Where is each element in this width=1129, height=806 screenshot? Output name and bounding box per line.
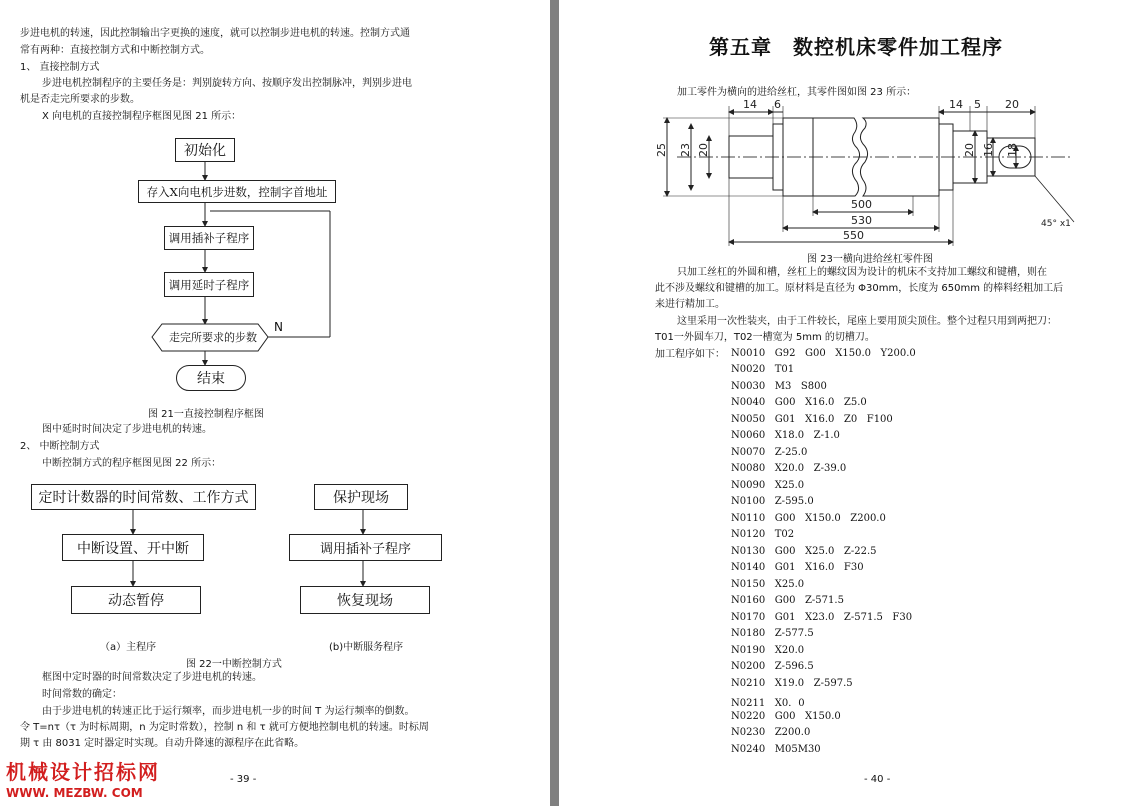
flow-isr-box-3: 恢复现场 <box>300 586 430 614</box>
flowchart-21-connectors <box>0 0 550 806</box>
page-number: - 39 - <box>230 774 257 785</box>
section-heading: 1、 直接控制方式 <box>20 62 100 73</box>
figure-21-caption: 图 21一直接控制程序框图 <box>148 409 264 420</box>
flow-no-label: N <box>274 320 283 334</box>
flow-decision-label: 走完所要求的步数 <box>169 331 257 344</box>
text-line: 框图中定时器的时间常数决定了步进电机的转速。 <box>42 672 262 683</box>
text-line: 步进电机控制程序的主要任务是：判别旋转方向、按顺序发出控制脉冲，判别步进电 <box>42 78 412 89</box>
text-line: 图中延时时间决定了步进电机的转速。 <box>42 424 212 435</box>
dim-right-16: 16 <box>982 143 995 157</box>
dim-top-14-right: 14 <box>949 98 963 111</box>
page-number: - 40 - <box>864 774 891 785</box>
program-line: N0060 X18.0 Z-1.0 <box>731 430 840 441</box>
program-line: N0180 Z-577.5 <box>731 628 814 639</box>
program-line: N0050 G01 X16.0 Z0 F100 <box>731 414 893 425</box>
program-line: N0190 X20.0 <box>731 645 805 656</box>
text-line: 此不涉及螺纹和键槽的加工。原材料是直径为 Φ30mm，长度为 650mm 的棒料经粗加工后 <box>655 283 1064 294</box>
flow-end-box: 结束 <box>176 365 246 391</box>
text-line: 加工零件为横向的进给丝杠，其零件图如图 23 所示： <box>677 87 917 98</box>
dim-bottom-530: 530 <box>851 214 872 227</box>
program-line: N0130 G00 X25.0 Z-22.5 <box>731 546 877 557</box>
text-line: 来进行精加工。 <box>655 299 725 310</box>
program-line: N0110 G00 X150.0 Z200.0 <box>731 513 886 524</box>
text-line: 期 τ 由 8031 定时器定时实现。自动升降速的源程序在此省略。 <box>20 738 305 749</box>
program-line: N0210 X19.0 Z-597.5 <box>731 678 853 689</box>
text-line: 只加工丝杠的外圆和槽，丝杠上的螺纹因为设计的机床不支持加工螺纹和键槽，则在 <box>677 267 1047 278</box>
flow-isr-box-1: 保护现场 <box>314 484 408 510</box>
section-heading: 2、 中断控制方式 <box>20 441 100 452</box>
flow-main-box-1: 定时计数器的时间常数、工作方式 <box>31 484 256 510</box>
program-line: N0040 G00 X16.0 Z5.0 <box>731 397 867 408</box>
dim-bottom-550: 550 <box>843 229 864 242</box>
program-line: N0220 G00 X150.0 <box>731 711 841 722</box>
program-line: N0150 X25.0 <box>731 579 805 590</box>
dim-top-14-left: 14 <box>743 98 757 111</box>
dim-chamfer: 45° x1 <box>1041 219 1071 229</box>
flow-isr-caption: (b)中断服务程序 <box>329 642 404 653</box>
text-line: 步进电机的转速，因此控制输出字更换的速度，就可以控制步进电机的转速。控制方式通 <box>20 28 410 39</box>
dim-top-5: 5 <box>974 98 981 111</box>
flow-isr-box-2: 调用插补子程序 <box>289 534 442 561</box>
dim-right-20: 20 <box>963 143 976 157</box>
text-line: X 向电机的直接控制程序框图见图 21 所示： <box>42 111 242 122</box>
program-line: N0240 M05M30 <box>731 744 821 755</box>
program-line: N0160 G00 Z-571.5 <box>731 595 844 606</box>
program-label: 加工程序如下： <box>655 349 725 360</box>
right-page <box>559 0 1129 806</box>
program-line: N0020 T01 <box>731 364 795 375</box>
dim-bottom-500: 500 <box>851 198 872 211</box>
text-line: 令 T=nτ（τ 为时标周期，n 为定时常数），控制 n 和 τ 就可方便地控制电机的转速。时标周 <box>20 722 429 733</box>
dim-right-18: 18 <box>1006 143 1019 157</box>
text-line: T01一外圆车刀，T02一槽宽为 5mm 的切槽刀。 <box>655 332 875 343</box>
text-line: 中断控制方式的程序框图见图 22 所示： <box>42 458 222 469</box>
flow-main-box-2: 中断设置、开中断 <box>62 534 204 561</box>
text-line: 这里采用一次性装夹，由于工件较长，尾座上要用顶尖顶住。整个过程只用到两把刀： <box>677 316 1057 327</box>
program-line: N0090 X25.0 <box>731 480 805 491</box>
flow-init-box: 初始化 <box>175 138 235 162</box>
flow-main-caption: （a）主程序 <box>100 642 157 653</box>
program-line: N0230 Z200.0 <box>731 727 811 738</box>
dim-left-20: 20 <box>697 143 710 157</box>
flow-store-box: 存入X向电机步进数，控制字首地址 <box>138 180 336 203</box>
text-line: 常有两种：直接控制方式和中断控制方式。 <box>20 45 210 56</box>
program-line: N0120 T02 <box>731 529 795 540</box>
program-line: N0100 Z-595.0 <box>731 496 814 507</box>
program-line: N0170 G01 X23.0 Z-571.5 F30 <box>731 612 913 623</box>
watermark-logo <box>6 756 160 800</box>
dim-left-25: 25 <box>655 143 668 157</box>
program-line: N0010 G92 G00 X150.0 Y200.0 <box>731 348 916 359</box>
text-line: 机是否走完所要求的步数。 <box>20 94 140 105</box>
program-line: N0211 X0．0 <box>731 698 805 709</box>
text-line: 时间常数的确定： <box>42 689 122 700</box>
flow-delay-box: 调用延时子程序 <box>164 272 254 297</box>
program-line: N0070 Z-25.0 <box>731 447 808 458</box>
watermark-url: WWW. MEZBW. COM <box>6 786 143 800</box>
program-line: N0080 X20.0 Z-39.0 <box>731 463 847 474</box>
chapter-title: 第五章 数控机床零件加工程序 <box>709 35 1003 59</box>
figure-23-caption: 图 23一横向进给丝杠零件图 <box>807 254 933 265</box>
flow-main-box-3: 动态暂停 <box>71 586 201 614</box>
watermark-text: 机械设计招标网 <box>6 760 160 784</box>
text-line: 由于步进电机的转速正比于运行频率，而步进电机一步的时间 T 为运行频率的倒数。 <box>42 706 415 717</box>
program-line: N0200 Z-596.5 <box>731 661 814 672</box>
dim-left-23: 23 <box>679 143 692 157</box>
figure-22-caption: 图 22一中断控制方式 <box>186 659 282 670</box>
dim-top-6: 6 <box>774 98 781 111</box>
flow-interp-box: 调用插补子程序 <box>164 226 254 250</box>
part-drawing-figure-23 <box>559 0 1129 260</box>
program-line: N0140 G01 X16.0 F30 <box>731 562 864 573</box>
program-line: N0030 M3 S800 <box>731 381 827 392</box>
dim-top-20: 20 <box>1005 98 1019 111</box>
left-page <box>0 0 550 806</box>
